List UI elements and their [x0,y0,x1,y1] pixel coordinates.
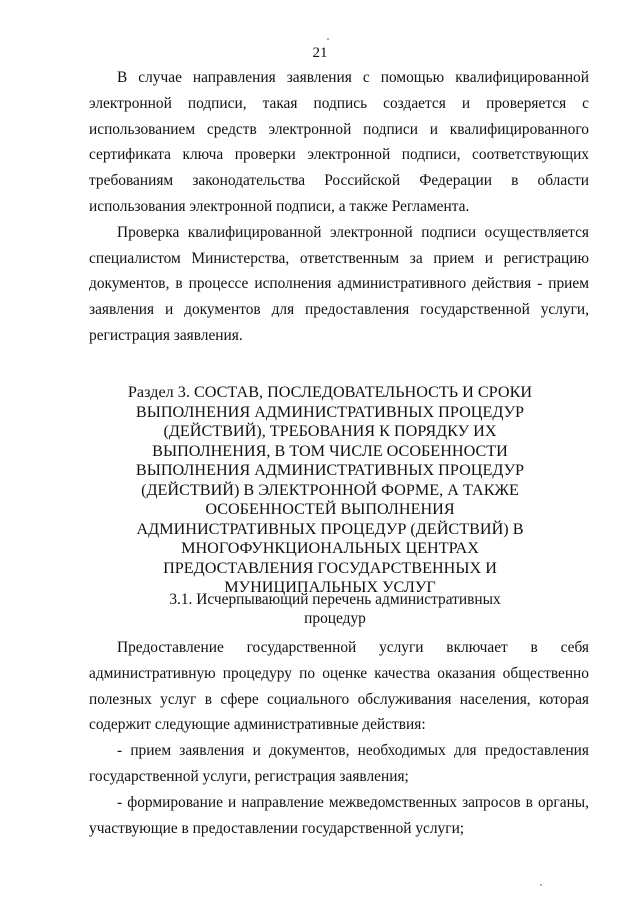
subsection-heading: 3.1. Исчерпывающий перечень административных процедур [169,591,501,627]
scan-speck [540,884,542,886]
list-item: - формирование и направление межведомственных запросов в органы, участвующие в предоставлении государственной услуги; [89,793,589,837]
intro-text-block [89,65,589,349]
scan-speck [327,38,329,40]
page-number: 21 [312,45,328,61]
list-item: - прием заявления и документов, необходимых для предоставления государственной услуги, регистрация заявления; [89,742,589,785]
section-heading: Раздел 3. СОСТАВ, ПОСЛЕДОВАТЕЛЬНОСТЬ И СРОКИ ВЫПОЛНЕНИЯ АДМИНИСТРАТИВНЫХ ПРОЦЕДУР (ДЕЙСТВИЙ), ТРЕБОВАНИЯ К ПОРЯДКУ ИХ ВЫПОЛНЕНИЯ, В ТОМ ЧИСЛЕ ОСОБЕННОСТИ ВЫПОЛНЕНИЯ АДМИНИСТРАТИВНЫХ ПРОЦЕДУР (ДЕЙСТВИЙ) В ЭЛЕКТРОННОЙ ФОРМЕ, А ТАКЖЕ ОСОБЕННОСТЕЙ ВЫПОЛНЕНИЯ АДМИНИСТРАТИВНЫХ ПРОЦЕДУР (ДЕЙСТВИЙ) В МНОГОФУНКЦИОНАЛЬНЫХ ЦЕНТРАХ ПРЕДОСТАВЛЕНИЯ ГОСУДАРСТВЕННЫХ И МУНИЦИПАЛЬНЫХ УСЛУГ [127,383,533,596]
procedures-text-block [89,635,589,841]
paragraph-service-includes: Предоставление государственной услуги включает в себя административную процедуру по оценке качества оказания общественно полезных услуг в сфере социального обслуживания населения, которая содержит следующие административные действия: [89,639,589,734]
paragraph-signature-verification: Проверка квалифицированной электронной подписи осуществляется специалистом Министерства, ответственным за прием и регистрацию документов, в процессе исполнения административного действия - прием заявления и документов для предоставления государственной услуги, регистрация заявления. [89,223,589,344]
paragraph-electronic-signature: В случае направления заявления с помощью квалифицированной электронной подписи, такая подпись создается и проверяется с использованием средств электронной подписи и квалифицированного сертификата ключа проверки электронной подписи, соответствующих требованиям законодательства Российской Федерации в области использования электронной подписи, а также Регламента. [89,69,589,215]
